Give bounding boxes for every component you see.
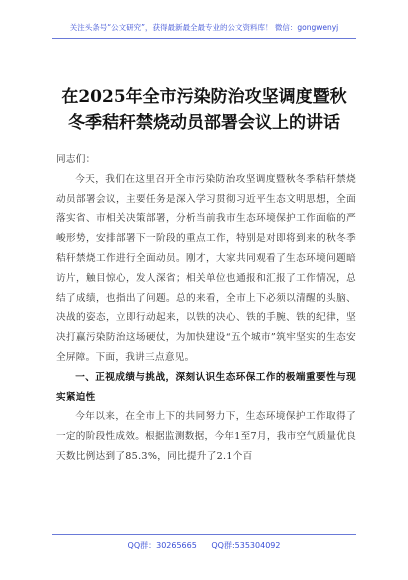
salutation: 同志们： [56,154,96,165]
header-promo-note: 关注头条号“公文研究”，获得最新最全最专业的公文资料库！ 微信：gongwenyj [69,23,339,32]
title-line-1: 在2025年全市污染防治攻坚调度暨秋 [61,87,347,107]
footer-qq-group-2: QQ群:535304092 [211,541,281,550]
section-heading-1: 一、正视成绩与挑战，深刻认识生态环保工作的极端重要性与现实紧迫性 [56,371,356,403]
title-line-2: 冬季秸秆禁烧动员部署会议上的讲话 [68,113,340,133]
page-title [40,84,368,136]
footer-contacts [0,540,408,551]
paragraph-achievements: 今年以来，在全市上下的共同努力下，生态环境保护工作取得了一定的阶段性成效。根据监测数据，今年1至7月，我市空气质量优良天数比例达到了85.3%，同比提升了2.1个百 [56,411,356,462]
footer-qq-group-1: QQ群：30265665 [127,541,197,550]
paragraph-intro: 今天，我们在这里召开全市污染防治攻坚调度暨秋冬季秸秆禁烧动员部署会议，主要任务是深入学习贯彻习近平生态文明思想，全面落实省、市相关决策部署，分析当前我市生态环境保护工作面临的严峻形势，安排部署下一阶段的重点工作，特别是对即将到来的秋冬季秸秆禁烧工作进行全面动员。刚才，大家共同观看了生态环境问题暗访片，触目惊心，发人深省；相关单位也通报和汇报了工作情况，总结了成绩，也指出了问题。总的来看，全市上下必须以清醒的头脑、决战的姿态，立即行动起来，以铁的决心、铁的手腕、铁的纪律，坚决打赢污染防治这场硬仗，为加快建设“五个城市”筑牢坚实的生态安全屏障。下面，我讲三点意见。 [56,173,356,363]
speech-body [56,150,356,467]
footer-divider [52,534,356,535]
header-divider [52,38,356,39]
